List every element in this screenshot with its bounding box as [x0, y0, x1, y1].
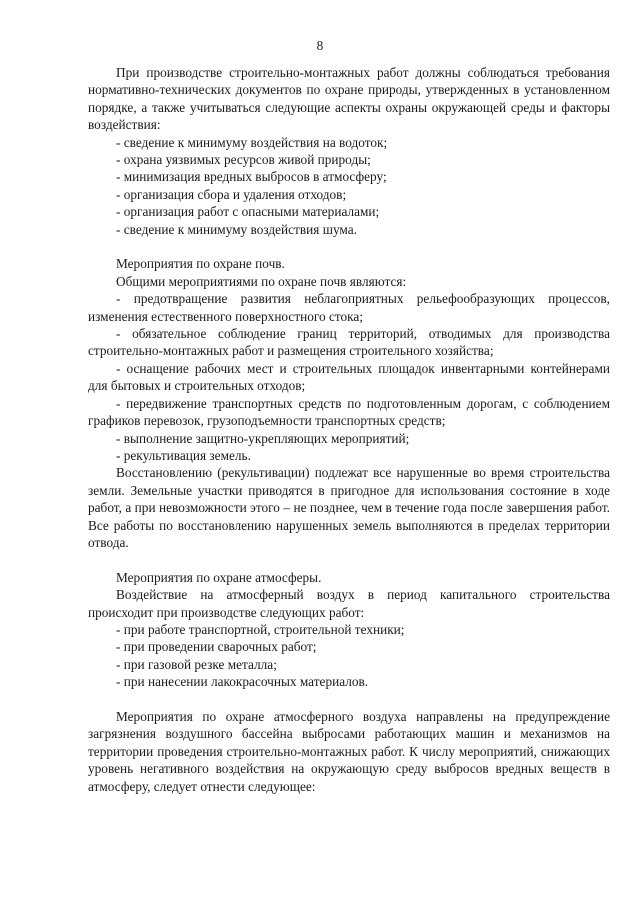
page-number: 8: [316, 38, 324, 53]
section2-item: - обязательное соблюдение границ территорий, отводимых для производства строительно-монтажных работ и размещения строительного хозяйства;: [88, 326, 610, 359]
section1-item: - организация работ с опасными материалами;: [116, 204, 380, 220]
section3-heading: Мероприятия по охране атмосферы.: [116, 569, 322, 585]
section2-closing: Восстановлению (рекультивации) подлежат все нарушенные во время строительства земли. Земельные участки приводятся в пригодное для использования состояние в ходе работ, а при невозможности этого – не позднее, чем в течение года после завершения работ. Все работы по восстановлению нарушенных земель выполняются в пределах территории отвода.: [88, 465, 610, 550]
section3-item: - при проведении сварочных работ;: [116, 639, 317, 655]
document-body: [88, 64, 610, 795]
section2-item: - предотвращение развития неблагоприятных рельефообразующих процессов, изменения естественного поверхностного стока;: [88, 291, 610, 324]
section2-item: - оснащение рабочих мест и строительных площадок инвентарными контейнерами для бытовых и строительных отходов;: [88, 360, 610, 394]
section2-item: - рекультивация земель.: [116, 447, 251, 463]
section1-intro: При производстве строительно-монтажных работ должны соблюдаться требования нормативно-технических документов по охране природы, утвержденных в установленном порядке, а также учитываться следующие аспекты охраны окружающей среды и факторы воздействия:: [88, 65, 610, 133]
section2-item: - выполнение защитно-укрепляющих мероприятий;: [116, 430, 410, 446]
section2-heading: Мероприятия по охране почв.: [116, 256, 285, 272]
section3-item: - при работе транспортной, строительной техники;: [116, 621, 405, 637]
section1-item: - сведение к минимуму воздействия шума.: [116, 221, 357, 237]
section1-item: - сведение к минимуму воздействия на водоток;: [116, 134, 388, 150]
section1-item: - минимизация вредных выбросов в атмосферу;: [116, 169, 387, 185]
section2-intro: Общими мероприятиями по охране почв являются:: [116, 273, 407, 289]
section1-item: - организация сбора и удаления отходов;: [116, 186, 347, 202]
section1-item: - охрана уязвимых ресурсов живой природы;: [116, 152, 371, 168]
section2-item: - передвижение транспортных средств по подготовленным дорогам, с соблюдением графиков перевозок, грузоподъемности транспортных средств;: [88, 395, 610, 429]
spacer: [88, 551, 610, 568]
spacer: [88, 238, 610, 255]
spacer: [88, 691, 610, 708]
section3-intro: Воздействие на атмосферный воздух в период капитального строительства происходит при производстве следующих работ:: [88, 587, 610, 620]
section4-paragraph: Мероприятия по охране атмосферного воздуха направлены на предупреждение загрязнения воздушного бассейна выбросами работающих машин и механизмов на территории проведения строительно-монтажных работ. К числу мероприятий, снижающих уровень негативного воздействия на окружающую среду выбросов вредных веществ в атмосферу, следует отнести следующее:: [88, 708, 610, 794]
section3-item: - при газовой резке металла;: [116, 656, 277, 672]
section3-item: - при нанесении лакокрасочных материалов.: [116, 674, 369, 690]
